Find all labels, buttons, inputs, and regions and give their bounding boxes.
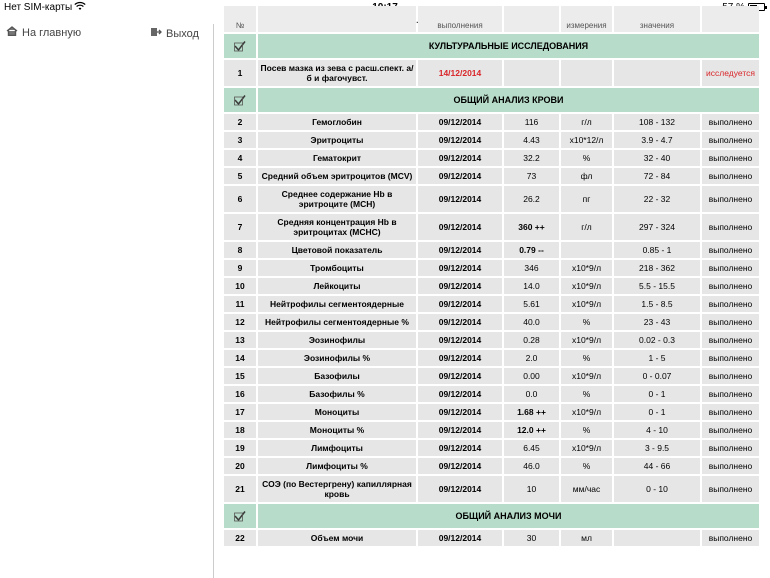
test-name: СОЭ (по Вестергрену) капиллярная кровь: [258, 476, 416, 502]
test-unit: x10*12/л: [561, 132, 612, 148]
panel-divider: [213, 24, 214, 578]
home-link[interactable]: [6, 26, 81, 39]
test-unit: x10*9/л: [561, 260, 612, 276]
table-header-row: [224, 6, 759, 32]
test-unit: x10*9/л: [561, 278, 612, 294]
reference-range: 3.9 - 4.7: [614, 132, 700, 148]
test-result: 0.79 --: [504, 242, 559, 258]
test-status: выполнено: [702, 368, 759, 384]
test-date: 09/12/2014: [418, 314, 502, 330]
test-name: Средняя концентрация Hb в эритроцитах (MCHC): [258, 214, 416, 240]
reference-range: 32 - 40: [614, 150, 700, 166]
test-name: Базофилы: [258, 368, 416, 384]
checkmark-icon[interactable]: [224, 88, 256, 112]
table-row: [224, 150, 759, 166]
test-result: 26.2: [504, 186, 559, 212]
test-name: Лимфоциты: [258, 440, 416, 456]
table-row: [224, 214, 759, 240]
reference-range: 297 - 324: [614, 214, 700, 240]
reference-range: 1 - 5: [614, 350, 700, 366]
test-status: выполнено: [702, 476, 759, 502]
header-status: [702, 6, 759, 32]
row-number: 11: [224, 296, 256, 312]
table-row: [224, 404, 759, 420]
header-name: [258, 6, 416, 32]
test-status: выполнено: [702, 186, 759, 212]
table-row: [224, 440, 759, 456]
test-result: 0.00: [504, 368, 559, 384]
row-number: 2: [224, 114, 256, 130]
test-name: Цветовой показатель: [258, 242, 416, 258]
results-table: [222, 4, 761, 548]
row-number: 10: [224, 278, 256, 294]
test-result: 46.0: [504, 458, 559, 474]
checkmark-icon[interactable]: [224, 504, 256, 528]
test-result: 40.0: [504, 314, 559, 330]
row-number: 13: [224, 332, 256, 348]
reference-range: 0 - 1: [614, 386, 700, 402]
test-unit: %: [561, 422, 612, 438]
row-number: 1: [224, 60, 256, 86]
table-row: [224, 332, 759, 348]
test-status: выполнено: [702, 214, 759, 240]
test-date: 09/12/2014: [418, 422, 502, 438]
test-date: 09/12/2014: [418, 150, 502, 166]
test-status: выполнено: [702, 168, 759, 184]
test-result: 360 ++: [504, 214, 559, 240]
test-date: 09/12/2014: [418, 214, 502, 240]
test-date: 09/12/2014: [418, 168, 502, 184]
test-name: Лимфоциты %: [258, 458, 416, 474]
test-name: Эозинофилы %: [258, 350, 416, 366]
test-result: [504, 60, 559, 86]
row-number: 16: [224, 386, 256, 402]
results-table-container: [222, 4, 757, 548]
test-result: 12.0 ++: [504, 422, 559, 438]
table-row: [224, 260, 759, 276]
reference-range: 0 - 0.07: [614, 368, 700, 384]
test-unit: x10*9/л: [561, 296, 612, 312]
test-date: 09/12/2014: [418, 186, 502, 212]
row-number: 18: [224, 422, 256, 438]
test-result: 1.68 ++: [504, 404, 559, 420]
test-result: 10: [504, 476, 559, 502]
table-row: [224, 386, 759, 402]
header-date: выполнения: [418, 6, 502, 32]
header-number: №: [224, 6, 256, 32]
reference-range: 44 - 66: [614, 458, 700, 474]
test-unit: [561, 242, 612, 258]
test-status: выполнено: [702, 296, 759, 312]
row-number: 8: [224, 242, 256, 258]
test-date: 09/12/2014: [418, 296, 502, 312]
table-row: [224, 168, 759, 184]
test-result: 116: [504, 114, 559, 130]
reference-range: 108 - 132: [614, 114, 700, 130]
reference-range: [614, 530, 700, 546]
table-row: [224, 296, 759, 312]
checkmark-icon[interactable]: [224, 34, 256, 58]
exit-link[interactable]: [150, 27, 199, 40]
section-header[interactable]: [224, 34, 759, 58]
row-number: 20: [224, 458, 256, 474]
test-name: Лейкоциты: [258, 278, 416, 294]
test-unit: мм/час: [561, 476, 612, 502]
header-result: [504, 6, 559, 32]
reference-range: 4 - 10: [614, 422, 700, 438]
test-result: 32.2: [504, 150, 559, 166]
section-title: ОБЩИЙ АНАЛИЗ МОЧИ: [258, 504, 759, 528]
test-unit: x10*9/л: [561, 368, 612, 384]
reference-range: 72 - 84: [614, 168, 700, 184]
test-name: Эозинофилы: [258, 332, 416, 348]
row-number: 4: [224, 150, 256, 166]
test-unit: x10*9/л: [561, 404, 612, 420]
test-name: Моноциты: [258, 404, 416, 420]
test-result: 5.61: [504, 296, 559, 312]
test-status: выполнено: [702, 422, 759, 438]
table-row: [224, 530, 759, 546]
reference-range: 22 - 32: [614, 186, 700, 212]
carrier-label: Нет SIM-карты: [4, 2, 73, 13]
section-title: ОБЩИЙ АНАЛИЗ КРОВИ: [258, 88, 759, 112]
test-status: выполнено: [702, 114, 759, 130]
section-header[interactable]: [224, 504, 759, 528]
table-row: [224, 476, 759, 502]
test-name: Нейтрофилы сегментоядерные: [258, 296, 416, 312]
test-unit: г/л: [561, 214, 612, 240]
test-unit: [561, 60, 612, 86]
table-row: [224, 458, 759, 474]
test-date: 09/12/2014: [418, 458, 502, 474]
reference-range: 0 - 10: [614, 476, 700, 502]
test-result: 73: [504, 168, 559, 184]
row-number: 15: [224, 368, 256, 384]
row-number: 6: [224, 186, 256, 212]
test-unit: %: [561, 150, 612, 166]
reference-range: 0.85 - 1: [614, 242, 700, 258]
exit-link-label: Выход: [166, 27, 199, 40]
test-status: выполнено: [702, 314, 759, 330]
test-date: 09/12/2014: [418, 404, 502, 420]
test-date: 14/12/2014: [418, 60, 502, 86]
test-name: Базофилы %: [258, 386, 416, 402]
test-unit: пг: [561, 186, 612, 212]
test-result: 14.0: [504, 278, 559, 294]
test-date: 09/12/2014: [418, 278, 502, 294]
test-name: Средний объем эритроцитов (MCV): [258, 168, 416, 184]
test-status: выполнено: [702, 404, 759, 420]
test-unit: г/л: [561, 114, 612, 130]
table-row: [224, 422, 759, 438]
test-unit: %: [561, 314, 612, 330]
row-number: 17: [224, 404, 256, 420]
test-date: 09/12/2014: [418, 368, 502, 384]
test-result: 2.0: [504, 350, 559, 366]
test-date: 09/12/2014: [418, 440, 502, 456]
row-number: 12: [224, 314, 256, 330]
reference-range: 3 - 9.5: [614, 440, 700, 456]
test-result: 0.0: [504, 386, 559, 402]
table-row: [224, 186, 759, 212]
test-date: 09/12/2014: [418, 114, 502, 130]
test-status: выполнено: [702, 440, 759, 456]
test-status: выполнено: [702, 242, 759, 258]
table-row: [224, 114, 759, 130]
test-result: 6.45: [504, 440, 559, 456]
home-icon: [6, 26, 18, 39]
test-unit: мл: [561, 530, 612, 546]
test-result: 30: [504, 530, 559, 546]
test-status: выполнено: [702, 530, 759, 546]
test-name: Моноциты %: [258, 422, 416, 438]
test-name: Эритроциты: [258, 132, 416, 148]
test-date: 09/12/2014: [418, 332, 502, 348]
table-row: [224, 132, 759, 148]
header-reference: значения: [614, 6, 700, 32]
test-status: выполнено: [702, 150, 759, 166]
exit-icon: [150, 27, 162, 40]
test-unit: x10*9/л: [561, 332, 612, 348]
table-row: [224, 368, 759, 384]
row-number: 14: [224, 350, 256, 366]
row-number: 19: [224, 440, 256, 456]
test-date: 09/12/2014: [418, 242, 502, 258]
row-number: 21: [224, 476, 256, 502]
section-header[interactable]: [224, 88, 759, 112]
test-name: Гемоглобин: [258, 114, 416, 130]
test-unit: %: [561, 350, 612, 366]
table-row: [224, 60, 759, 86]
reference-range: 218 - 362: [614, 260, 700, 276]
test-status: выполнено: [702, 260, 759, 276]
test-name: Посев мазка из зева с расш.спект. а/б и фагочувст.: [258, 60, 416, 86]
test-unit: %: [561, 458, 612, 474]
test-name: Тромбоциты: [258, 260, 416, 276]
reference-range: [614, 60, 700, 86]
test-date: 09/12/2014: [418, 386, 502, 402]
reference-range: 5.5 - 15.5: [614, 278, 700, 294]
test-status: выполнено: [702, 278, 759, 294]
test-unit: %: [561, 386, 612, 402]
reference-range: 1.5 - 8.5: [614, 296, 700, 312]
reference-range: 23 - 43: [614, 314, 700, 330]
test-result: 346: [504, 260, 559, 276]
test-result: 0.28: [504, 332, 559, 348]
test-status: выполнено: [702, 332, 759, 348]
test-result: 4.43: [504, 132, 559, 148]
table-row: [224, 278, 759, 294]
test-status: выполнено: [702, 458, 759, 474]
row-number: 3: [224, 132, 256, 148]
test-status: выполнено: [702, 132, 759, 148]
row-number: 9: [224, 260, 256, 276]
test-status: выполнено: [702, 350, 759, 366]
reference-range: 0.02 - 0.3: [614, 332, 700, 348]
test-date: 09/12/2014: [418, 350, 502, 366]
test-name: Объем мочи: [258, 530, 416, 546]
test-unit: x10*9/л: [561, 440, 612, 456]
test-date: 09/12/2014: [418, 260, 502, 276]
test-name: Нейтрофилы сегментоядерные %: [258, 314, 416, 330]
table-row: [224, 242, 759, 258]
section-title: КУЛЬТУРАЛЬНЫЕ ИССЛЕДОВАНИЯ: [258, 34, 759, 58]
table-row: [224, 314, 759, 330]
test-status: выполнено: [702, 386, 759, 402]
test-status: исследуется: [702, 60, 759, 86]
row-number: 22: [224, 530, 256, 546]
test-unit: фл: [561, 168, 612, 184]
row-number: 7: [224, 214, 256, 240]
test-name: Среднее содержание Hb в эритроците (MCH): [258, 186, 416, 212]
test-name: Гематокрит: [258, 150, 416, 166]
home-link-label: На главную: [22, 26, 82, 39]
test-date: 09/12/2014: [418, 530, 502, 546]
table-row: [224, 350, 759, 366]
reference-range: 0 - 1: [614, 404, 700, 420]
test-date: 09/12/2014: [418, 132, 502, 148]
header-unit: измерения: [561, 6, 612, 32]
row-number: 5: [224, 168, 256, 184]
test-date: 09/12/2014: [418, 476, 502, 502]
